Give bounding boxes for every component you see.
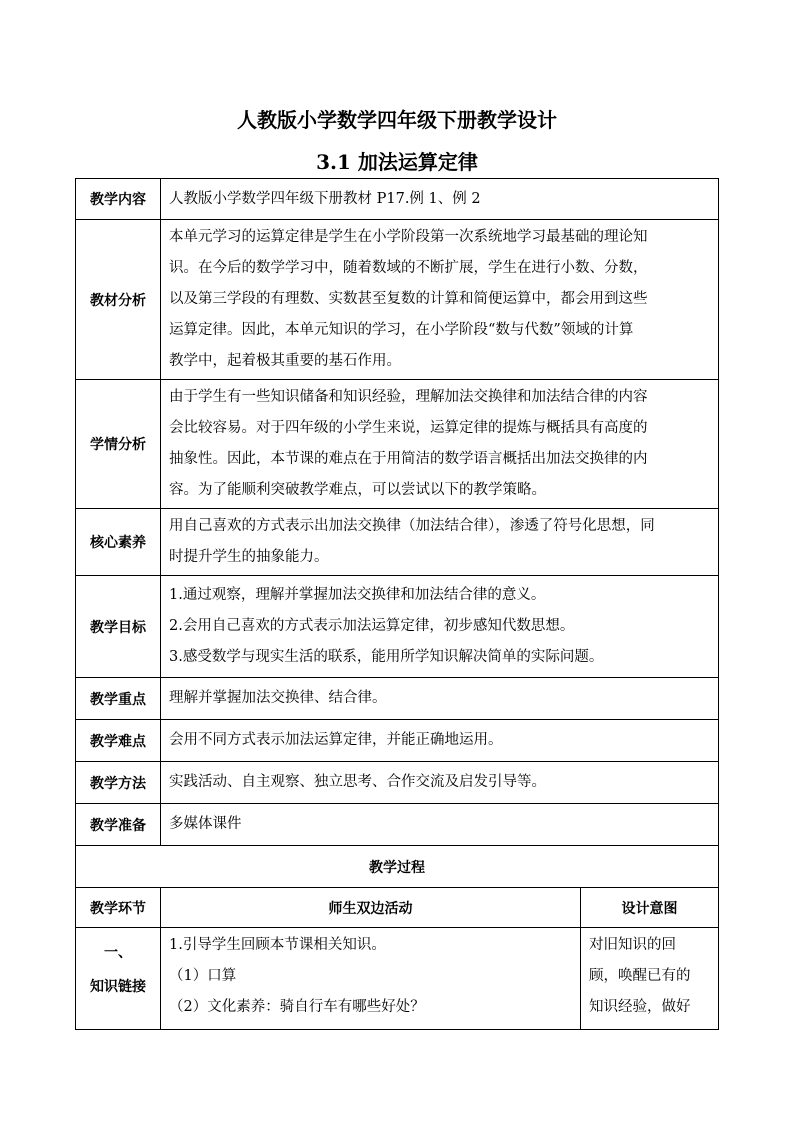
text-line: 会比较容易。对于四年级的小学生来说，运算定律的提炼与概括具有高度的 [169,420,648,436]
text-line: 时提升学生的抽象能力。 [169,549,329,565]
text-line: 教学中，起着极其重要的基石作用。 [169,353,401,369]
row-key-point [76,678,719,720]
text-line: 容。为了能顺利突破教学难点，可以尝试以下的教学策略。 [169,482,546,498]
text-line: 用自己喜欢的方式表示出加法交换律（加法结合律），渗透了符号化思想，同 [169,518,655,534]
row-difficulty [76,720,719,762]
step-activity [161,928,581,1030]
row-teaching-prep [76,804,719,846]
column-header-step: 教学环节 [76,888,161,928]
column-header-activity: 师生双边活动 [161,888,581,928]
text-line: 本单元学习的运算定律是学生在小学阶段第一次系统地学习最基础的理论知 [169,229,648,245]
value-teaching-content: 人教版小学数学四年级下册教材 P17.例 1、例 2 [161,179,719,220]
text-line: 抽象性。因此，本节课的难点在于用简洁的数学语言概括出加法交换律的内 [169,451,648,467]
row-student-analysis [76,380,719,509]
label-core-literacy: 核心素养 [76,509,161,576]
row-teaching-goals [76,576,719,678]
value-key-point: 理解并掌握加法交换律、结合律。 [161,678,719,720]
goal-item: 3.感受数学与现实生活的联系，能用所学知识解决简单的实际问题。 [169,649,604,665]
value-difficulty: 会用不同方式表示加法运算定律，并能正确地运用。 [161,720,719,762]
label-difficulty: 教学难点 [76,720,161,762]
row-core-literacy [76,509,719,576]
row-step-knowledge-link [76,928,719,1030]
label-teaching-goals: 教学目标 [76,576,161,678]
activity-line: （2）文化素养：骑自行车有哪些好处？ [169,999,425,1015]
label-teaching-prep: 教学准备 [76,804,161,846]
label-teaching-content: 教学内容 [76,179,161,220]
process-header: 教学过程 [76,846,719,888]
document-title: 人教版小学数学四年级下册教学设计 [237,108,557,132]
value-student-analysis [161,380,719,509]
label-student-analysis: 学情分析 [76,380,161,509]
activity-line: 1.引导学生回顾本节课相关知识。 [169,937,386,953]
row-teaching-content [76,179,719,220]
text-line: 识。在今后的数学学习中，随着数域的不断扩展，学生在进行小数、分数， [169,260,648,276]
goal-item: 1.通过观察，理解并掌握加法交换律和加法结合律的意义。 [169,587,546,603]
text-line: 运算定律。因此，本单元知识的学习，在小学阶段“数与代数”领域的计算 [169,322,634,338]
value-teaching-method: 实践活动、自主观察、独立思考、合作交流及启发引导等。 [161,762,719,804]
value-material-analysis [161,220,719,380]
label-teaching-method: 教学方法 [76,762,161,804]
lesson-plan-table [75,178,719,1030]
step-name: 知识链接 [90,979,146,995]
text-line: 由于学生有一些知识储备和知识经验，理解加法交换律和加法结合律的内容 [169,389,648,405]
step-label [76,928,161,1030]
purpose-line: 对旧知识的回 [589,937,676,953]
value-core-literacy [161,509,719,576]
row-process-columns [76,888,719,928]
document-subtitle: 3.1 加法运算定律 [316,150,478,174]
value-teaching-goals [161,576,719,678]
goal-item: 2.会用自己喜欢的方式表示加法运算定律，初步感知代数思想。 [169,618,575,634]
value-teaching-prep: 多媒体课件 [161,804,719,846]
row-teaching-method [76,762,719,804]
label-key-point: 教学重点 [76,678,161,720]
purpose-line: 顾，唤醒已有的 [589,968,691,984]
row-material-analysis [76,220,719,380]
label-material-analysis: 教材分析 [76,220,161,380]
activity-line: （1）口算 [169,968,237,984]
row-process-header [76,846,719,888]
purpose-line: 知识经验，做好 [589,999,691,1015]
step-purpose [581,928,719,1030]
column-header-purpose: 设计意图 [581,888,719,928]
step-number: 一、 [104,945,132,961]
text-line: 以及第三学段的有理数、实数甚至复数的计算和简便运算中，都会用到这些 [169,291,648,307]
